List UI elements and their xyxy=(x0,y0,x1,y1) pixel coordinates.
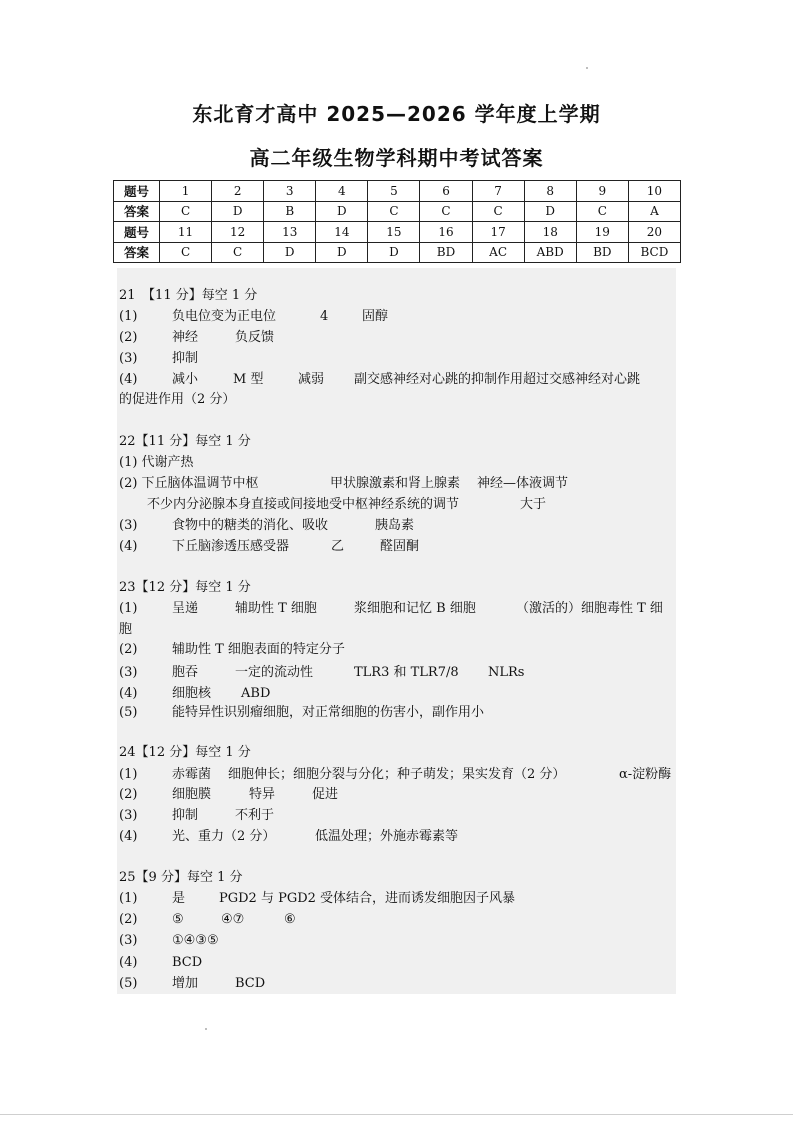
answer-text: 神经—体液调节 xyxy=(477,476,569,491)
q22-line-2 xyxy=(119,475,568,493)
table-cell: C xyxy=(212,242,264,263)
table-cell: D xyxy=(316,201,368,222)
item-number: (1) xyxy=(119,309,138,324)
table-cell: C xyxy=(576,201,628,222)
table-cell: 6 xyxy=(420,181,472,202)
header-cell: 答案 xyxy=(114,242,160,263)
table-cell: 15 xyxy=(368,222,420,243)
answer-text: 负反馈 xyxy=(235,330,275,345)
item-number: (5) xyxy=(119,976,138,991)
answer-text: 一定的流动性 xyxy=(235,665,314,680)
item-number: (3) xyxy=(119,351,138,366)
table-cell: 9 xyxy=(576,181,628,202)
table-cell: C xyxy=(472,201,524,222)
table-row xyxy=(114,222,681,243)
answer-text: 负电位变为正电位 xyxy=(172,309,277,324)
table-cell: 8 xyxy=(524,181,576,202)
table-cell: C xyxy=(160,201,212,222)
item-number: (2) xyxy=(119,787,138,802)
table-cell: 18 xyxy=(524,222,576,243)
scan-speck xyxy=(205,1028,207,1030)
answer-text: ⑥ xyxy=(284,912,296,927)
q23-line-1 xyxy=(119,600,663,618)
item-number: (3) xyxy=(119,665,138,680)
answer-text: 副交感神经对心跳的抑制作用超过交感神经对心跳 xyxy=(354,372,641,387)
scan-speck xyxy=(586,67,588,69)
answer-text: ⑤ xyxy=(172,912,184,927)
q21-line-1 xyxy=(119,308,388,326)
answer-text: 下丘脑渗透压感受器 xyxy=(172,539,290,554)
table-cell: BD xyxy=(420,242,472,263)
answer-text: 4 xyxy=(320,309,329,324)
table-row xyxy=(114,181,681,202)
answer-text: NLRs xyxy=(488,665,525,680)
q25-line-2 xyxy=(119,911,296,929)
q21-line-5: 的促进作用（2 分） xyxy=(119,392,236,407)
table-cell: 11 xyxy=(160,222,212,243)
table-cell: 3 xyxy=(264,181,316,202)
answer-text: 特异 xyxy=(249,787,276,802)
answer-text: α-淀粉酶 xyxy=(619,767,672,782)
item-number: (3) xyxy=(119,518,138,533)
item-number: (3) xyxy=(119,808,138,823)
table-cell: A xyxy=(628,201,680,222)
answer-text: 减弱 xyxy=(298,372,325,387)
item-number: (1) xyxy=(119,767,138,782)
answer-text: 呈递 xyxy=(172,601,199,616)
answer-text: 是 xyxy=(172,891,186,906)
answer-text: 胰岛素 xyxy=(375,518,415,533)
table-cell: D xyxy=(524,201,576,222)
table-cell: 4 xyxy=(316,181,368,202)
answer-text: 不少内分泌腺本身直接或间接地受中枢神经系统的调节 xyxy=(147,497,460,512)
table-cell: D xyxy=(368,242,420,263)
table-cell: 5 xyxy=(368,181,420,202)
q23-heading: 23【12 分】每空 1 分 xyxy=(119,580,251,595)
answer-text: 浆细胞和记忆 B 细胞 xyxy=(354,601,476,616)
table-cell: 1 xyxy=(160,181,212,202)
answer-text: 细胞膜 xyxy=(172,787,212,802)
table-cell: 16 xyxy=(420,222,472,243)
table-cell: BD xyxy=(576,242,628,263)
table-cell: 19 xyxy=(576,222,628,243)
q22-heading: 22【11 分】每空 1 分 xyxy=(119,434,251,449)
answer-text: 食物中的糖类的消化、吸收 xyxy=(172,518,329,533)
q21-line-4 xyxy=(119,371,640,389)
item-number: (1) xyxy=(119,891,138,906)
header-cell: 题号 xyxy=(114,181,160,202)
answer-text: 促进 xyxy=(312,787,339,802)
table-cell: C xyxy=(420,201,472,222)
answer-text: 辅助性 T 细胞表面的特定分子 xyxy=(172,642,345,657)
answer-text: (2) 下丘脑体温调节中枢 xyxy=(119,476,259,491)
item-number: (2) xyxy=(119,330,138,345)
answer-text: 大于 xyxy=(520,497,547,512)
answer-text: 乙 xyxy=(331,539,345,554)
table-cell: 10 xyxy=(628,181,680,202)
answer-text: PGD2 与 PGD2 受体结合，进而诱发细胞因子风暴 xyxy=(219,891,516,906)
answer-text: BCD xyxy=(235,976,266,991)
answer-text: 辅助性 T 细胞 xyxy=(235,601,317,616)
answer-text: 固醇 xyxy=(362,309,389,324)
answer-text: 醛固酮 xyxy=(380,539,420,554)
item-number: (4) xyxy=(119,955,138,970)
q24-heading: 24【12 分】每空 1 分 xyxy=(119,745,251,760)
answer-text: （激活的）细胞毒性 T 细 xyxy=(516,601,663,616)
q22-line-4 xyxy=(119,517,414,535)
header-cell: 答案 xyxy=(114,201,160,222)
answer-text: 胞吞 xyxy=(172,665,199,680)
table-cell: BCD xyxy=(628,242,680,263)
item-number: (3) xyxy=(119,933,138,948)
item-number: (4) xyxy=(119,686,138,701)
table-cell: D xyxy=(316,242,368,263)
table-cell: B xyxy=(264,201,316,222)
answer-text: 低温处理；外施赤霉素等 xyxy=(315,829,459,844)
q25-line-3 xyxy=(119,932,219,950)
table-cell: AC xyxy=(472,242,524,263)
answer-text: 细胞核 xyxy=(172,686,212,701)
item-number: (4) xyxy=(119,372,138,387)
q25-line-5 xyxy=(119,975,265,993)
answer-text: 抑制 xyxy=(172,351,199,366)
q21-line-3 xyxy=(119,350,198,368)
item-number: (1) xyxy=(119,601,138,616)
item-number: (2) xyxy=(119,912,138,927)
q25-line-4 xyxy=(119,954,202,972)
table-cell: D xyxy=(212,201,264,222)
document-title: 东北育才高中 2025—2026 学年度上学期 xyxy=(192,102,601,126)
answer-text: 不利于 xyxy=(235,808,275,823)
answer-text: ④⑦ xyxy=(221,912,245,927)
q23-line-2: 胞 xyxy=(119,622,133,637)
page-bottom-divider xyxy=(0,1114,793,1115)
table-cell: 12 xyxy=(212,222,264,243)
item-number: (4) xyxy=(119,829,138,844)
table-cell: ABD xyxy=(524,242,576,263)
q24-line-2 xyxy=(119,786,338,804)
item-number: (5) xyxy=(119,705,138,720)
document-subtitle: 高二年级生物学科期中考试答案 xyxy=(249,146,544,170)
table-cell: 20 xyxy=(628,222,680,243)
header-cell: 题号 xyxy=(114,222,160,243)
q21-line-2 xyxy=(119,329,274,347)
answer-text: 能特异性识别瘤细胞，对正常细胞的伤害小，副作用小 xyxy=(172,705,485,720)
answer-text: BCD xyxy=(172,955,203,970)
q22-line-3 xyxy=(147,496,546,514)
answer-text: M 型 xyxy=(233,372,264,387)
table-cell: 14 xyxy=(316,222,368,243)
table-row xyxy=(114,242,681,263)
item-number: (2) xyxy=(119,642,138,657)
answer-text: 细胞伸长；细胞分裂与分化；种子萌发；果实发育（2 分） xyxy=(228,767,566,782)
table-cell: 7 xyxy=(472,181,524,202)
answer-text: ABD xyxy=(241,686,271,701)
answer-text: ①④③⑤ xyxy=(172,933,219,948)
answer-text: 光、重力（2 分） xyxy=(172,829,276,844)
answer-text: 神经 xyxy=(172,330,199,345)
table-cell: D xyxy=(264,242,316,263)
table-cell: 13 xyxy=(264,222,316,243)
q23-line-5 xyxy=(119,685,270,703)
q23-line-4 xyxy=(119,664,524,682)
q24-line-1 xyxy=(119,766,671,784)
answer-text: TLR3 和 TLR7/8 xyxy=(354,665,459,680)
answer-table xyxy=(113,180,681,263)
q23-line-6 xyxy=(119,704,484,722)
item-number: (4) xyxy=(119,539,138,554)
q22-line-5 xyxy=(119,538,419,556)
q24-line-3 xyxy=(119,807,274,825)
q23-line-3 xyxy=(119,641,345,659)
table-cell: 17 xyxy=(472,222,524,243)
q21-heading: 21 【11 分】每空 1 分 xyxy=(119,288,258,303)
q22-line-1: (1) 代谢产热 xyxy=(119,455,194,470)
q25-heading: 25【9 分】每空 1 分 xyxy=(119,870,243,885)
answer-text: 赤霉菌 xyxy=(172,767,212,782)
q25-line-1 xyxy=(119,890,515,908)
q24-line-4 xyxy=(119,828,458,846)
answer-text: 增加 xyxy=(172,976,199,991)
table-cell: C xyxy=(160,242,212,263)
answer-text: 抑制 xyxy=(172,808,199,823)
table-cell: 2 xyxy=(212,181,264,202)
answer-text: 减小 xyxy=(172,372,199,387)
table-row xyxy=(114,201,681,222)
answer-text: 甲状腺激素和肾上腺素 xyxy=(330,476,461,491)
table-cell: C xyxy=(368,201,420,222)
